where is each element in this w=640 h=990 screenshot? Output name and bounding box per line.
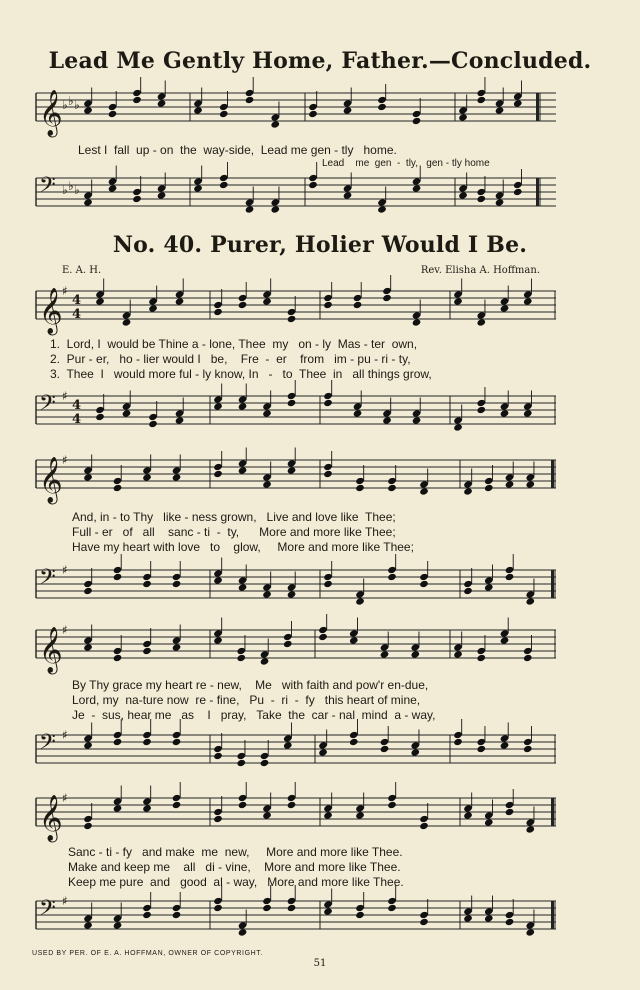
hymn-title: No. 40. Purer, Holier Would I Be. [112,232,528,258]
bass-clef-icon: 𝄢 [39,730,56,760]
flat-icon: ♭ [74,183,80,197]
staff-lines [36,630,556,658]
svg-text:4: 4 [72,293,82,308]
sharp-icon: ♯ [62,894,68,908]
sharp-icon: ♯ [62,791,68,805]
treble-clef-icon: 𝄞 [39,795,63,841]
composer-credit: E. A. H. [62,265,102,276]
system4-verse1: Sanc - ti - fy and make me new, More and more like Thee. [68,845,403,859]
treble-clef-icon: 𝄞 [39,288,63,334]
treble-clef-icon: 𝄞 [39,457,63,503]
sharp-icon: ♯ [62,389,68,403]
system1-bass-staff [0,388,640,448]
copyright-notice: USED BY PER. OF E. A. HOFFMAN, OWNER OF COPYRIGHT. [32,950,263,957]
system1-verse3: 3. Thee I would more ful - ly know, In - to Thee in all things grow, [50,367,432,381]
flat-icon: ♭ [68,94,74,108]
concluded-bass-lyric-line: Lead me gen - tly, gen - tly home [322,158,490,169]
author-credit: Rev. Elisha A. Hoffman. [420,265,540,276]
bass-clef-icon: 𝄢 [39,391,56,421]
system3-treble-staff [0,622,640,682]
flat-icon: ♭ [68,179,74,193]
flat-icon: ♭ [62,98,68,112]
system4-verse3: Keep me pure and good al - way, More and more like Thee. [68,875,404,889]
system2-treble-staff [0,452,640,512]
system4-verse2: Make and keep me all di - vine, More and more like Thee. [68,860,401,874]
concluded-lyric-line: Lest I fall up - on the way-side, Lead me gen - tly home. [78,143,397,157]
system2-verse3: Have my heart with love to glow, More and more like Thee; [72,540,414,554]
sharp-icon: ♯ [62,563,68,577]
treble-clef-icon: 𝄞 [39,627,63,673]
system2-verse2: Full - er of all sanc - ti - ty, More and more like Thee; [72,525,396,539]
svg-text:4: 4 [72,307,82,322]
sharp-icon: ♯ [62,284,68,298]
concluded-treble-staff [0,85,640,145]
staff-lines [36,460,556,488]
concluded-title: Lead Me Gently Home, Father.—Concluded. [48,48,592,74]
system2-verse1: And, in - to Thy like - ness grown, Live and love like Thee; [72,510,396,524]
bass-clef-icon: 𝄢 [39,896,56,926]
sharp-icon: ♯ [62,728,68,742]
sharp-icon: ♯ [62,453,68,467]
system3-verse3: Je - sus, hear me as I pray, Take the car - nal mind a - way, [72,708,436,722]
bass-clef-icon: 𝄢 [39,565,56,595]
sharp-icon: ♯ [62,623,68,637]
flat-icon: ♭ [74,98,80,112]
system2-bass-staff [0,562,640,622]
system1-verse2: 2. Pur - er, ho - lier would I be, Fre - er from im - pu - ri - ty, [50,352,411,366]
svg-text:4: 4 [72,398,82,413]
page-number: 51 [313,958,327,969]
system3-verse2: Lord, my na-ture now re - fine, Pu - ri - fy this heart of mine, [72,693,421,707]
staff-lines [36,570,556,598]
system1-verse1: 1. Lord, I would be Thine a - lone, Thee my on - ly Mas - ter own, [50,337,418,351]
system4-bass-staff [0,893,640,953]
treble-clef-icon: 𝄞 [39,90,63,136]
svg-text:4: 4 [72,412,82,427]
concluded-bass-staff [0,170,640,230]
system1-treble-staff [0,283,640,343]
flat-icon: ♭ [62,183,68,197]
system3-verse1: By Thy grace my heart re - new, Me with faith and pow'r en-due, [72,678,429,692]
bass-clef-icon: 𝄢 [39,173,56,203]
system3-bass-staff [0,727,640,787]
system4-treble-staff [0,790,640,850]
